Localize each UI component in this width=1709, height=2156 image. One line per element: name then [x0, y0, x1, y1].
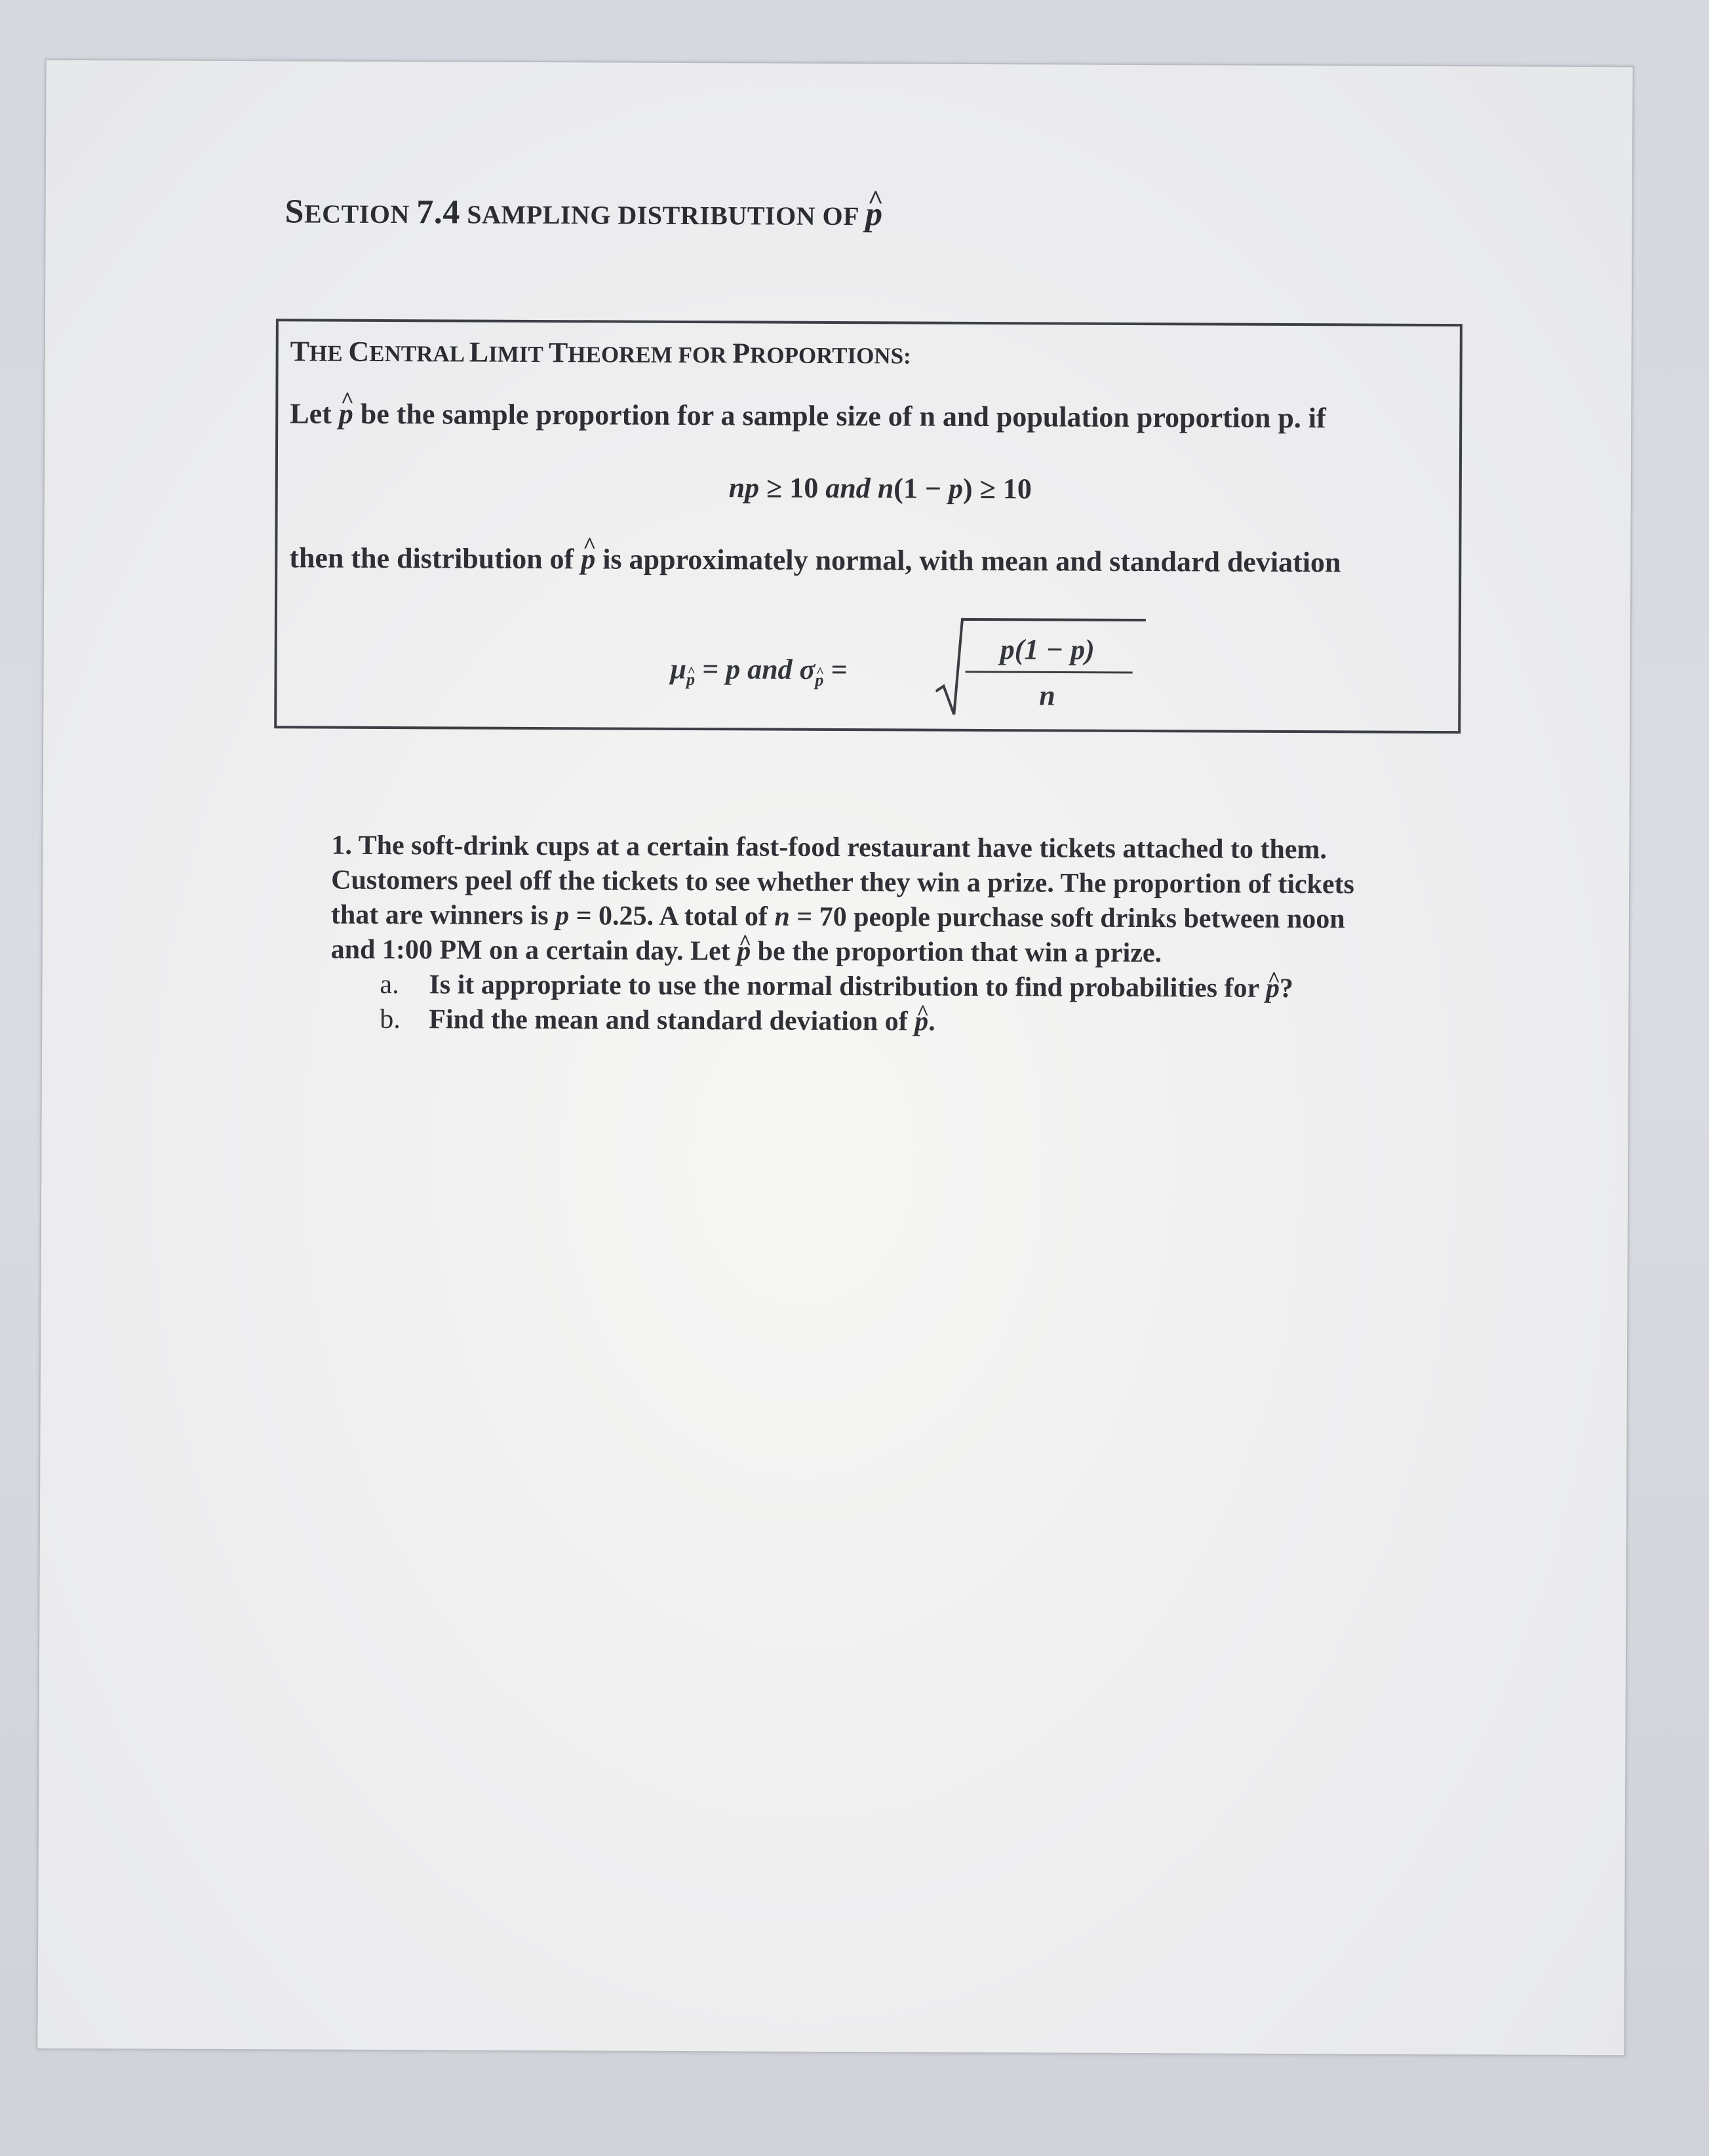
problem-text: = 0.25. A total of — [569, 901, 775, 932]
heading-part: T — [290, 335, 310, 368]
clt-heading — [290, 334, 911, 370]
section-number: 7.4 — [416, 193, 460, 231]
clt-definition-line — [290, 397, 1326, 435]
problem-line — [331, 933, 1498, 973]
condition-text: (1 − — [894, 472, 949, 505]
variable-p: p — [555, 901, 570, 931]
clt-theorem-box — [274, 319, 1463, 734]
heading-part: T — [548, 336, 568, 369]
condition-text: ≥ 10 — [759, 471, 826, 504]
sub-question-b — [330, 1002, 1497, 1042]
condition-n: n — [870, 472, 894, 505]
formula-text: = p and — [694, 653, 800, 686]
p-hat-subscript: ^ $_p$ — [815, 671, 823, 690]
section-prefix-small: ECTION — [304, 199, 417, 229]
problem-text: = 70 people purchase soft drinks between noon — [789, 901, 1345, 935]
problem-line — [331, 898, 1498, 938]
variable-n: n — [774, 901, 790, 932]
heading-part: HE — [309, 340, 349, 366]
formula-equals: = — [823, 653, 848, 686]
problem-line — [331, 829, 1498, 869]
section-title — [285, 192, 882, 233]
condition-and: and — [825, 471, 871, 505]
p-hat-symbol: ^ p — [339, 397, 353, 431]
p-hat-symbol: ^ p — [914, 1005, 928, 1040]
conclusion-text: is approximately normal, with mean and standard deviation — [595, 543, 1341, 579]
condition-p: p — [948, 472, 964, 505]
condition-np: np — [728, 471, 760, 504]
definition-text: Let — [290, 397, 339, 430]
sigma-symbol: σ — [799, 653, 815, 686]
sub-question-text: Find the mean and standard deviation of — [429, 1004, 915, 1037]
definition-text: be the sample proportion for a sample size of n and population proportion p. if — [353, 397, 1326, 435]
section-prefix: S — [285, 193, 305, 231]
sub-question-punct: . — [928, 1006, 935, 1037]
p-hat-subscript: ^ $_p$ — [686, 670, 695, 690]
conclusion-text: then the distribution of — [289, 541, 581, 576]
section-title-text: SAMPLING DISTRIBUTION OF — [460, 199, 866, 231]
formula-lhs — [670, 652, 847, 690]
heading-part: L — [469, 336, 489, 368]
clt-conclusion-line — [289, 541, 1341, 579]
heading-part: C — [348, 335, 370, 368]
problem-1 — [330, 829, 1498, 1042]
problem-line: Customers peel off the tickets to see whether they win a prize. The proportion of tickets — [331, 865, 1355, 900]
heading-part: HEOREM FOR — [568, 342, 733, 368]
heading-part: IMIT — [488, 341, 549, 368]
problem-text: that are winners is — [330, 899, 556, 931]
condition-text: ) ≥ 10 — [962, 472, 1032, 505]
problem-number: 1. — [331, 830, 353, 861]
p-hat-symbol: ^ p — [865, 195, 883, 233]
mu-symbol: μ — [670, 652, 687, 686]
mean-sd-formula — [670, 612, 1143, 718]
sub-question-letter: a. — [380, 969, 399, 1000]
problem-text: be the proportion that win a prize. — [751, 936, 1162, 969]
p-hat-symbol: ^ p — [581, 542, 595, 576]
fraction-numerator: p(1 − p) — [1000, 633, 1095, 666]
sub-question-letter: b. — [380, 1004, 401, 1035]
clt-condition — [278, 469, 1032, 505]
heading-part: P — [732, 337, 751, 370]
sub-question-a — [330, 968, 1497, 1008]
sub-question-punct: ? — [1279, 973, 1294, 1004]
sub-question-text: Is it appropriate to use the normal distribution to find probabilities for — [429, 970, 1267, 1004]
p-hat-symbol: ^ p — [737, 934, 751, 969]
heading-part: ENTRAL — [369, 340, 469, 367]
p-hat-symbol: ^ p — [1266, 971, 1280, 1006]
problem-text: The soft-drink cups at a certain fast-food restaurant have tickets attached to them. — [351, 830, 1327, 865]
problem-text: and 1:00 PM on a certain day. Let — [330, 934, 737, 967]
worksheet-page — [36, 59, 1634, 2057]
heading-part: ROPORTIONS: — [749, 342, 911, 369]
fraction-denominator: n — [1039, 679, 1055, 712]
